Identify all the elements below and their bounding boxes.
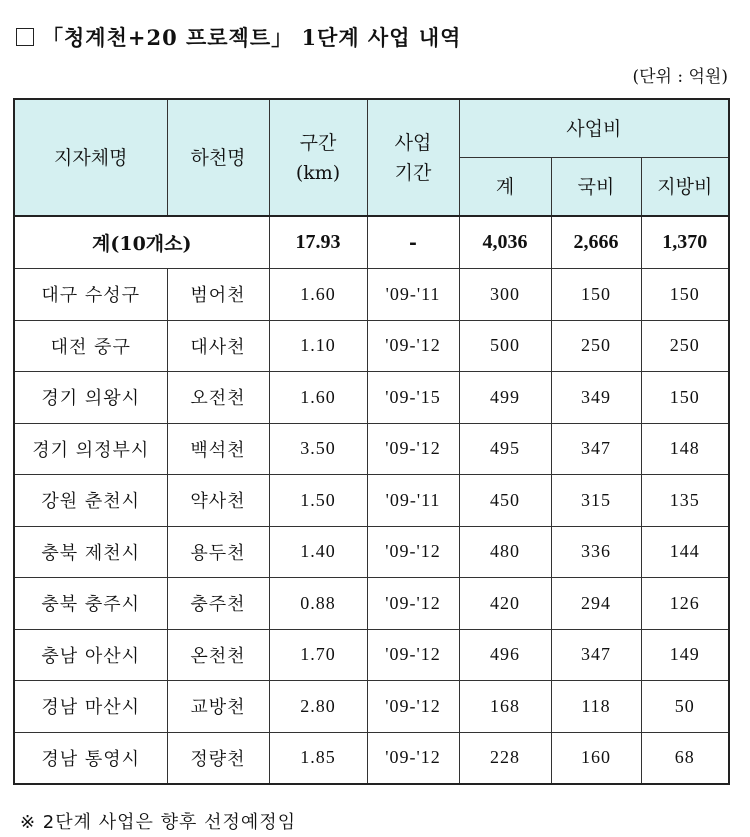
stream-cell: 충주천	[167, 578, 269, 630]
section-cell: 2.80	[269, 681, 367, 733]
period-cell: '09-'12	[367, 526, 459, 578]
cost-total-cell: 168	[459, 681, 551, 733]
title-text: 「청계천+20 프로젝트」 1단계 사업 내역	[42, 25, 462, 50]
project-table	[13, 98, 730, 785]
cost-local-cell: 250	[641, 320, 729, 372]
cost-national-cell: 347	[551, 423, 641, 475]
stream-cell: 정량천	[167, 732, 269, 784]
section-cell: 1.85	[269, 732, 367, 784]
unit-label: (단위 : 억원)	[632, 67, 728, 87]
section-cell: 1.60	[269, 372, 367, 424]
cost-national-cell: 347	[551, 629, 641, 681]
region-cell: 강원 춘천시	[14, 475, 167, 527]
table-row	[14, 372, 729, 424]
header-total: 계	[459, 158, 551, 217]
region-cell: 대전 중구	[14, 320, 167, 372]
stream-cell: 온천천	[167, 629, 269, 681]
period-cell: '09-'11	[367, 269, 459, 321]
document-title	[16, 22, 461, 52]
period-cell: '09-'12	[367, 320, 459, 372]
cost-total-cell: 499	[459, 372, 551, 424]
stream-cell: 약사천	[167, 475, 269, 527]
cost-local-cell: 148	[641, 423, 729, 475]
region-cell: 충북 충주시	[14, 578, 167, 630]
region-cell: 경남 통영시	[14, 732, 167, 784]
period-cell: '09-'12	[367, 681, 459, 733]
header-stream: 하천명	[167, 99, 269, 216]
cost-local-cell: 150	[641, 269, 729, 321]
cost-national-cell: 150	[551, 269, 641, 321]
stream-cell: 백석천	[167, 423, 269, 475]
table-row	[14, 320, 729, 372]
section-cell: 1.70	[269, 629, 367, 681]
cost-total-cell: 480	[459, 526, 551, 578]
section-cell: 0.88	[269, 578, 367, 630]
cost-total-cell: 495	[459, 423, 551, 475]
cost-national-cell: 315	[551, 475, 641, 527]
total-label: 계(10개소)	[14, 216, 269, 269]
cost-total-cell: 500	[459, 320, 551, 372]
region-cell: 경기 의왕시	[14, 372, 167, 424]
total-cost: 4,036	[459, 216, 551, 269]
stream-cell: 대사천	[167, 320, 269, 372]
cost-total-cell: 420	[459, 578, 551, 630]
section-cell: 1.10	[269, 320, 367, 372]
stream-cell: 용두천	[167, 526, 269, 578]
total-section: 17.93	[269, 216, 367, 269]
table-row	[14, 423, 729, 475]
header-region: 지자체명	[14, 99, 167, 216]
checkbox-square-icon	[16, 28, 34, 46]
period-cell: '09-'12	[367, 732, 459, 784]
header-cost: 사업비	[459, 99, 729, 158]
cost-local-cell: 135	[641, 475, 729, 527]
stream-cell: 교방천	[167, 681, 269, 733]
cost-national-cell: 250	[551, 320, 641, 372]
cost-local-cell: 126	[641, 578, 729, 630]
cost-national-cell: 349	[551, 372, 641, 424]
cost-total-cell: 228	[459, 732, 551, 784]
period-cell: '09-'12	[367, 423, 459, 475]
table-row	[14, 526, 729, 578]
cost-national-cell: 160	[551, 732, 641, 784]
cost-total-cell: 450	[459, 475, 551, 527]
cost-national-cell: 336	[551, 526, 641, 578]
section-cell: 1.50	[269, 475, 367, 527]
table-row	[14, 732, 729, 784]
table-row	[14, 578, 729, 630]
cost-total-cell: 300	[459, 269, 551, 321]
cost-local-cell: 50	[641, 681, 729, 733]
total-local: 1,370	[641, 216, 729, 269]
period-cell: '09-'11	[367, 475, 459, 527]
period-cell: '09-'12	[367, 578, 459, 630]
section-cell: 1.40	[269, 526, 367, 578]
period-cell: '09-'15	[367, 372, 459, 424]
section-cell: 1.60	[269, 269, 367, 321]
table-row	[14, 475, 729, 527]
header-period: 사업 기간	[367, 99, 459, 216]
cost-local-cell: 149	[641, 629, 729, 681]
header-national: 국비	[551, 158, 641, 217]
cost-total-cell: 496	[459, 629, 551, 681]
region-cell: 대구 수성구	[14, 269, 167, 321]
section-cell: 3.50	[269, 423, 367, 475]
header-local: 지방비	[641, 158, 729, 217]
period-cell: '09-'12	[367, 629, 459, 681]
table-row	[14, 681, 729, 733]
stream-cell: 범어천	[167, 269, 269, 321]
cost-national-cell: 118	[551, 681, 641, 733]
footnote: ※ 2단계 사업은 향후 선정예정임	[20, 812, 297, 833]
region-cell: 충남 아산시	[14, 629, 167, 681]
header-section: 구간 (km)	[269, 99, 367, 216]
cost-local-cell: 68	[641, 732, 729, 784]
cost-local-cell: 150	[641, 372, 729, 424]
total-period: -	[367, 216, 459, 269]
table-row	[14, 629, 729, 681]
region-cell: 경남 마산시	[14, 681, 167, 733]
total-national: 2,666	[551, 216, 641, 269]
total-row	[14, 216, 729, 269]
cost-national-cell: 294	[551, 578, 641, 630]
region-cell: 경기 의정부시	[14, 423, 167, 475]
cost-local-cell: 144	[641, 526, 729, 578]
stream-cell: 오전천	[167, 372, 269, 424]
table-row	[14, 269, 729, 321]
region-cell: 충북 제천시	[14, 526, 167, 578]
